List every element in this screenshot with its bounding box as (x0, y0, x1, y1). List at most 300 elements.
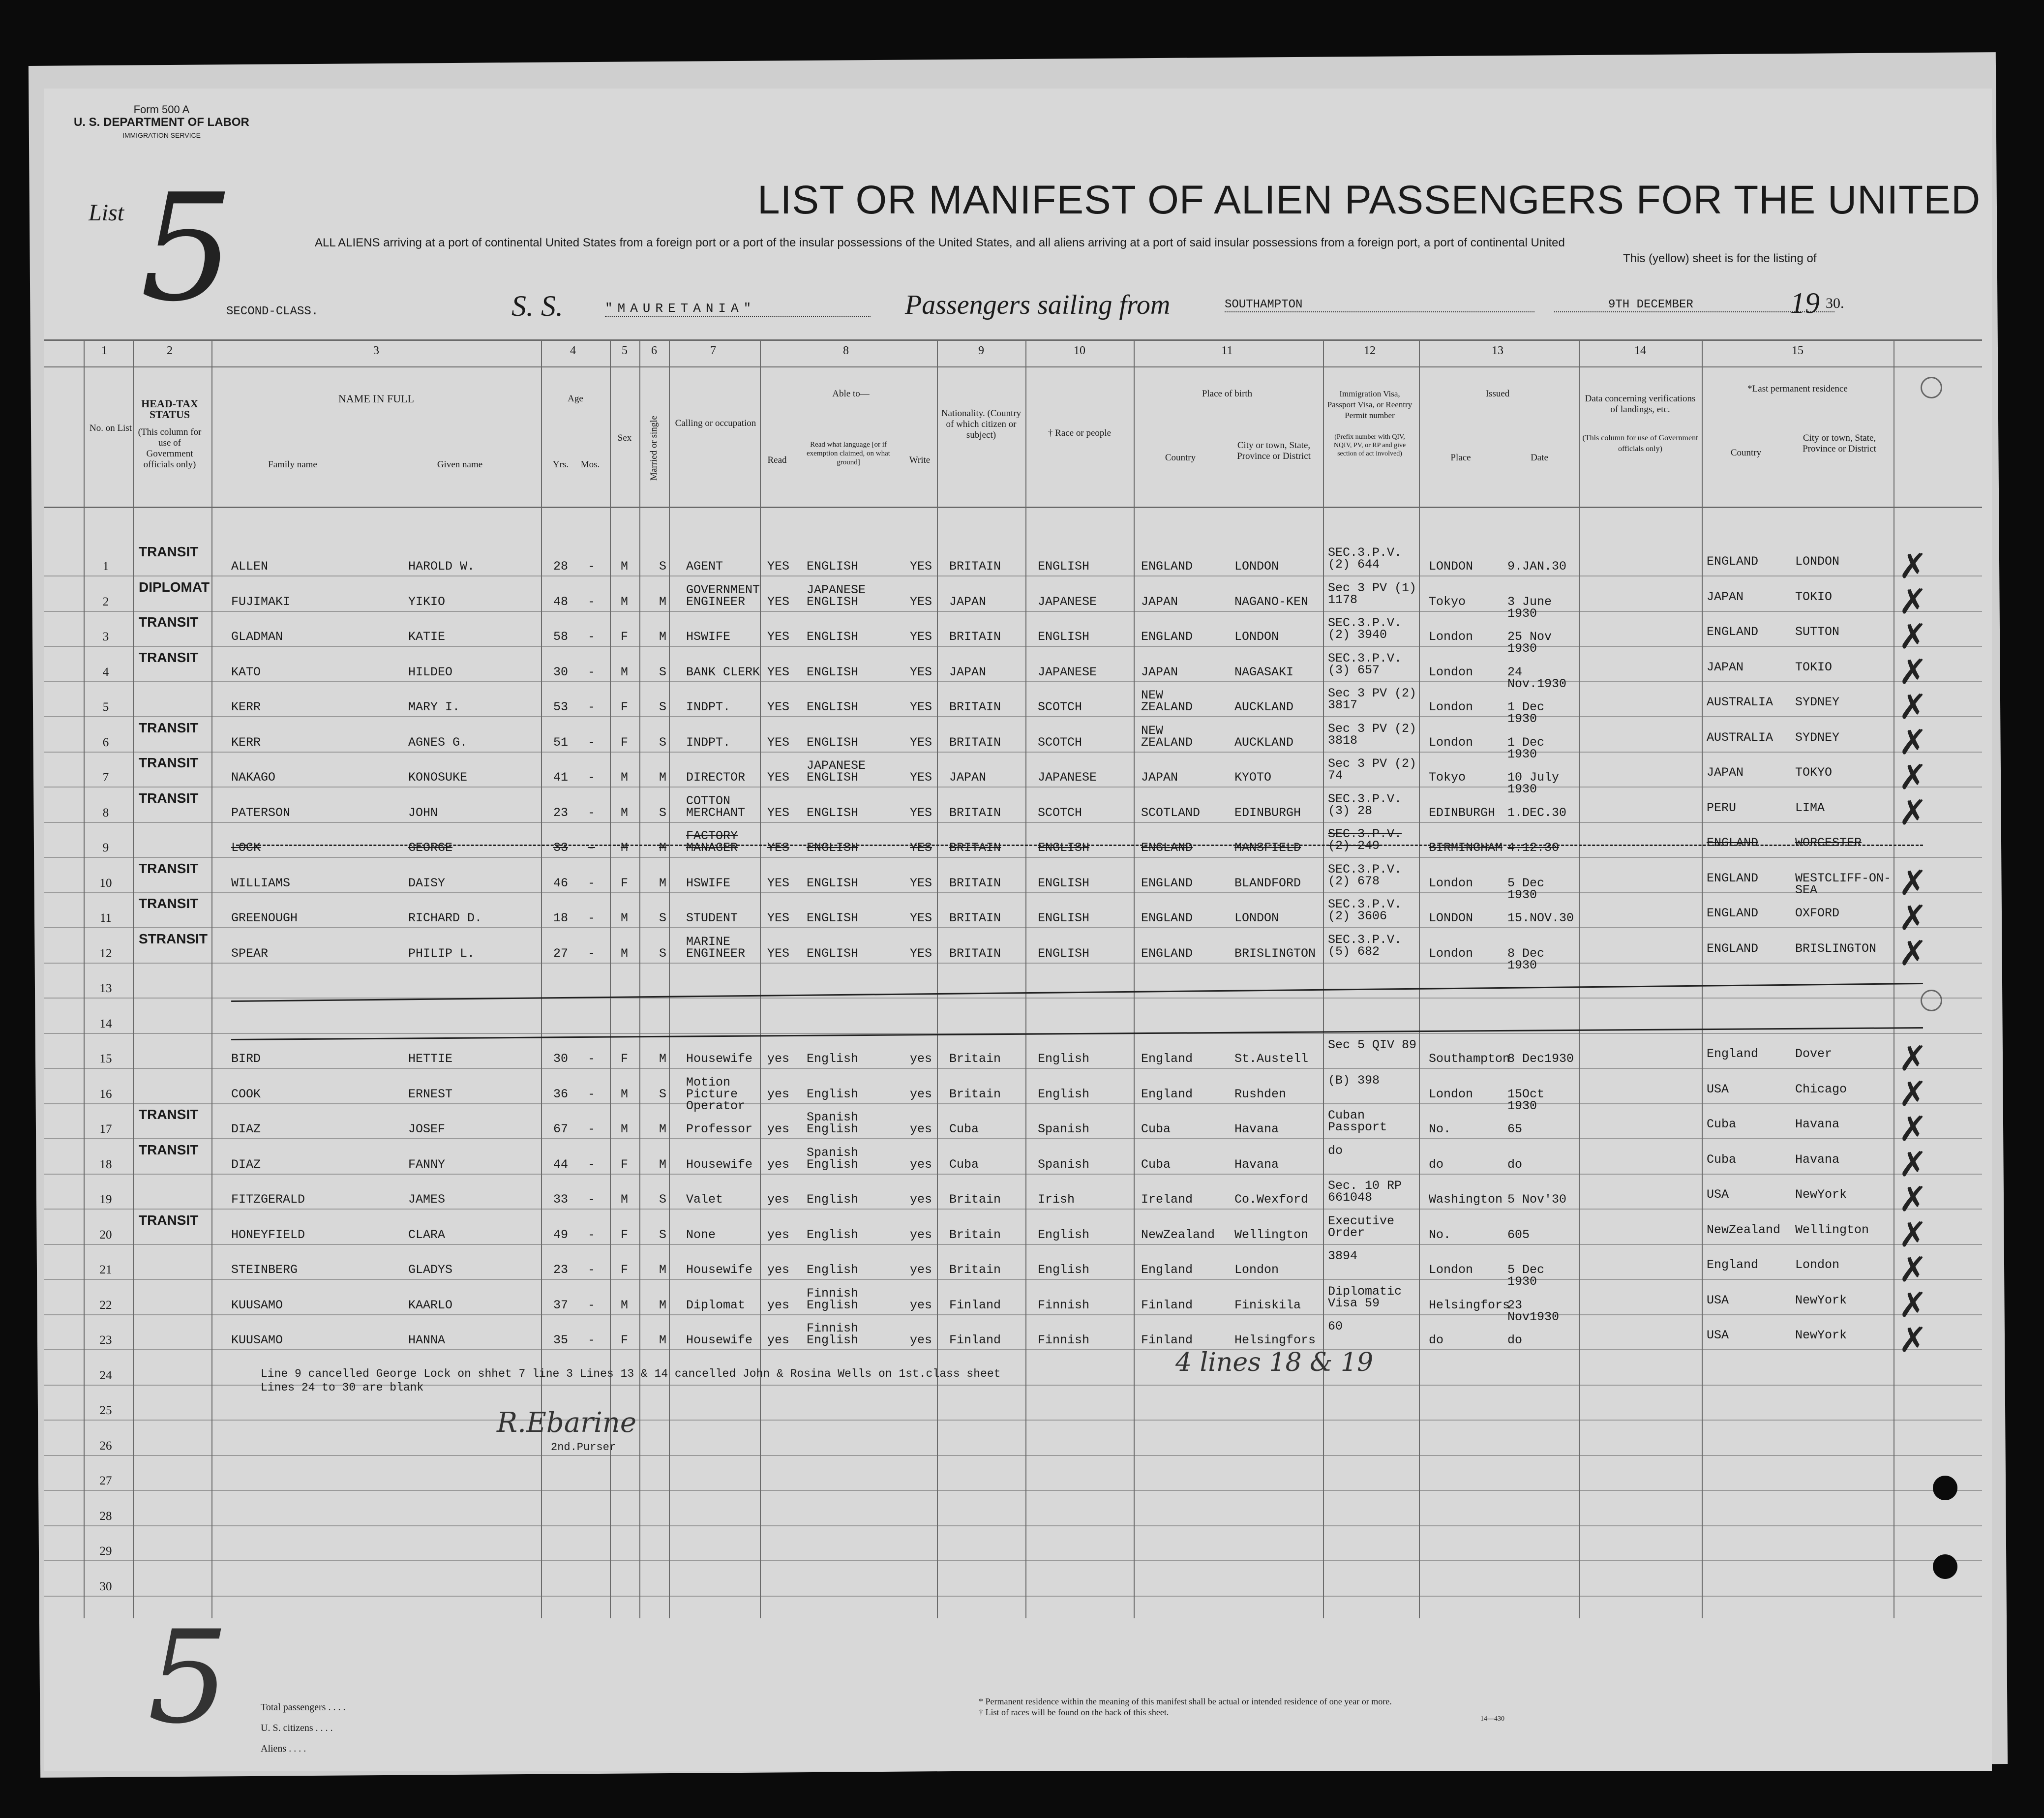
residence-country: JAPAN (1707, 660, 1744, 674)
issued-place: EDINBURGH (1429, 805, 1496, 820)
sex: F (621, 1263, 629, 1277)
read-language: JAPANESE ENGLISH (807, 758, 866, 785)
row-rule (44, 1103, 1982, 1104)
residence-country: JAPAN (1707, 589, 1744, 604)
occupation: STUDENT (686, 911, 738, 925)
cancellation-note: Line 9 cancelled George Lock on shhet 7 line 3 Lines 13 & 14 cancelled John & Rosina Wells on 1st.class sheet (261, 1367, 1001, 1380)
issued-date: 5 Dec 1930 (1507, 1263, 1545, 1289)
read-language: ENGLISH (807, 665, 859, 679)
nationality: Britain (949, 1263, 1001, 1277)
age-months: - (588, 735, 596, 750)
header-married: Married or single (649, 416, 659, 481)
nationality: JAPAN (949, 665, 987, 679)
birth-country: ENGLAND (1141, 559, 1193, 574)
issued-place: BIRMINGHAM (1429, 841, 1503, 855)
birth-country: Finland (1141, 1298, 1193, 1312)
write: yes (910, 1298, 932, 1312)
occupation: Housewife (686, 1333, 753, 1347)
given-name: YIKIO (408, 594, 446, 609)
race: JAPANESE (1038, 594, 1097, 609)
given-name: HILDEO (408, 665, 453, 679)
given-name: JAMES (408, 1192, 446, 1207)
residence-country: PERU (1707, 800, 1737, 815)
age-years: 41 (553, 770, 569, 785)
residence-country: ENGLAND (1707, 625, 1759, 639)
nationality: Cuba (949, 1157, 979, 1172)
row-number: 29 (99, 1545, 112, 1558)
column-number: 4 (570, 344, 576, 357)
write: YES (910, 594, 932, 609)
nationality: Cuba (949, 1122, 979, 1136)
header-given-name: Given name (437, 459, 483, 470)
issued-date: do (1507, 1333, 1523, 1347)
family-name: KERR (231, 700, 261, 714)
occupation: INDPT. (686, 735, 731, 750)
check-mark-icon: ✗ (1898, 1322, 1927, 1360)
sex: F (621, 700, 629, 714)
issued-date: 5 Dec 1930 (1507, 876, 1545, 902)
age-months: - (588, 946, 596, 961)
residence-city: OXFORD (1795, 906, 1840, 920)
residence-country: Cuba (1707, 1152, 1737, 1167)
visa-number: SEC.3.P.V. (3) 657 (1328, 651, 1402, 677)
occupation: BANK CLERK (686, 665, 760, 679)
marital-status: M (659, 1298, 667, 1312)
occupation: COTTON MERCHANT (686, 793, 746, 820)
marital-status: S (659, 1227, 667, 1242)
visa-number: 3894 (1328, 1249, 1358, 1263)
marital-status: S (659, 559, 667, 574)
birth-city: Helsingfors (1234, 1333, 1316, 1347)
race: ENGLISH (1038, 911, 1090, 925)
residence-country: Cuba (1707, 1117, 1737, 1131)
age-years: 46 (553, 876, 569, 890)
header-able-to: Able to— (832, 389, 870, 399)
row-rule (44, 1525, 1982, 1526)
header-write: Write (909, 455, 931, 465)
marital-status: M (659, 1157, 667, 1172)
issued-place: London (1429, 876, 1473, 890)
write: YES (910, 770, 932, 785)
age-months: - (588, 770, 596, 785)
check-mark-icon: ✗ (1898, 1040, 1927, 1078)
given-name: AGNES G. (408, 735, 468, 750)
check-mark-icon: ✗ (1898, 1251, 1927, 1289)
row-rule (44, 857, 1982, 858)
race: ENGLISH (1038, 559, 1090, 574)
sex: M (621, 665, 629, 679)
header-mos: Mos. (580, 459, 600, 470)
head-tax-status: TRANSIT (139, 860, 199, 876)
marital-status: M (659, 1263, 667, 1277)
read-language: ENGLISH (807, 559, 859, 574)
header-visa-note: (Prefix number with QIV, NQIV, PV, or RP and give section of act involved) (1333, 433, 1406, 457)
race: ENGLISH (1038, 841, 1090, 855)
given-name: GLADYS (408, 1263, 453, 1277)
row-number: 23 (99, 1333, 112, 1347)
read: yes (767, 1298, 790, 1312)
write: YES (910, 630, 932, 644)
issued-date: do (1507, 1157, 1523, 1172)
write: yes (910, 1087, 932, 1101)
residence-city: Chicago (1795, 1082, 1847, 1096)
family-name: LOCK (231, 841, 261, 855)
occupation: FACTORY MANAGER (686, 829, 738, 855)
residence-country: ENGLAND (1707, 906, 1759, 920)
column-rule (937, 339, 938, 1618)
occupation: HSWIFE (686, 630, 731, 644)
read: YES (767, 594, 790, 609)
birth-country: Cuba (1141, 1157, 1171, 1172)
row-number: 15 (99, 1052, 112, 1065)
header-name-in-full: NAME IN FULL (338, 393, 414, 405)
age-months: - (588, 630, 596, 644)
row-rule (44, 1420, 1982, 1421)
header-issued: Issued (1485, 389, 1510, 399)
age-years: 33 (553, 841, 569, 855)
marital-status: M (659, 630, 667, 644)
check-mark-icon: ✗ (1898, 1216, 1927, 1254)
issued-place: Southampton (1429, 1052, 1510, 1066)
visa-number: SEC.3.P.V. (2) 678 (1328, 862, 1402, 888)
visa-number: Diplomatic Visa 59 (1328, 1284, 1402, 1310)
age-months: - (588, 841, 596, 855)
read-language: ENGLISH (807, 700, 859, 714)
check-mark-icon: ✗ (1898, 864, 1927, 903)
purser-title: 2nd.Purser (551, 1441, 616, 1454)
residence-country: ENGLAND (1707, 836, 1759, 850)
issued-date: 8 Dec 1930 (1507, 946, 1545, 972)
check-mark-icon: ✗ (1898, 653, 1927, 692)
occupation: None (686, 1227, 716, 1242)
column-number-rule (44, 366, 1982, 367)
column-rule (1025, 339, 1026, 1618)
age-months: - (588, 1192, 596, 1207)
residence-country: AUSTRALIA (1707, 730, 1773, 745)
sex: F (621, 1157, 629, 1172)
birth-country: Cuba (1141, 1122, 1171, 1136)
row-number: 13 (99, 982, 112, 995)
nationality: BRITAIN (949, 946, 1001, 961)
sex: F (621, 630, 629, 644)
row-number: 19 (99, 1193, 112, 1206)
header-last-residence: *Last permanent residence (1747, 384, 1848, 394)
age-months: - (588, 1298, 596, 1312)
column-rule (84, 339, 85, 1618)
row-number: 18 (99, 1157, 112, 1171)
check-mark-icon: ✗ (1898, 1146, 1927, 1184)
year-prefix: 19 (1790, 287, 1820, 319)
punch-hole-ring (1921, 990, 1942, 1011)
visa-number: 60 (1328, 1319, 1343, 1333)
sex: F (621, 876, 629, 890)
sex: M (621, 946, 629, 961)
marital-status: S (659, 946, 667, 961)
nationality: Finland (949, 1298, 1001, 1312)
issued-place: Tokyo (1429, 770, 1466, 785)
residence-country: England (1707, 1258, 1759, 1272)
read: yes (767, 1192, 790, 1207)
read: YES (767, 946, 790, 961)
occupation: Housewife (686, 1052, 753, 1066)
nationality: Britain (949, 1052, 1001, 1066)
row-number: 22 (99, 1298, 112, 1312)
family-name: DIAZ (231, 1157, 261, 1172)
row-rule (44, 998, 1982, 999)
write: YES (910, 559, 932, 574)
age-years: 35 (553, 1333, 569, 1347)
race: ENGLISH (1038, 630, 1090, 644)
row-rule (44, 752, 1982, 753)
issued-place: Washington (1429, 1192, 1503, 1207)
column-rule (1419, 339, 1420, 1618)
total-passengers-label: Total passengers . . . . (261, 1702, 346, 1713)
row-number: 12 (99, 946, 112, 960)
age-years: 53 (553, 700, 569, 714)
issued-place: No. (1429, 1227, 1451, 1242)
residence-country: JAPAN (1707, 765, 1744, 780)
nationality: BRITAIN (949, 841, 1001, 855)
race: SCOTCH (1038, 805, 1082, 820)
sex: F (621, 1052, 629, 1066)
read: YES (767, 841, 790, 855)
read: yes (767, 1333, 790, 1347)
birth-city: LONDON (1234, 559, 1279, 574)
family-name: BIRD (231, 1052, 261, 1066)
column-number: 3 (373, 344, 379, 357)
race: Irish (1038, 1192, 1075, 1207)
column-number: 11 (1221, 344, 1233, 357)
residence-city: London (1795, 1258, 1840, 1272)
birth-city: MANSFIELD (1234, 841, 1301, 855)
write: YES (910, 911, 932, 925)
given-name: KAARLO (408, 1298, 453, 1312)
issued-place: London (1429, 946, 1473, 961)
occupation: Housewife (686, 1263, 753, 1277)
age-years: 30 (553, 665, 569, 679)
nationality: BRITAIN (949, 630, 1001, 644)
row-number: 8 (102, 806, 109, 819)
purser-signature: R.Ebarine (497, 1407, 636, 1439)
visa-number: SEC.3.P.V. (2) 249 (1328, 827, 1402, 853)
aliens-label: Aliens . . . . (261, 1743, 306, 1754)
sex: M (621, 1192, 629, 1207)
read: yes (767, 1052, 790, 1066)
family-name: WILLIAMS (231, 876, 291, 890)
read: YES (767, 700, 790, 714)
head-tax-status: STRANSIT (139, 931, 208, 946)
occupation: INDPT. (686, 700, 731, 714)
punch-hole-ring (1921, 377, 1942, 398)
list-number-bottom: 5 (148, 1604, 229, 1752)
header-birth-country: Country (1165, 453, 1196, 463)
read: yes (767, 1157, 790, 1172)
occupation: GOVERNMENT ENGINEER (686, 582, 760, 609)
header-place-of-birth: Place of birth (1202, 389, 1253, 399)
write: YES (910, 946, 932, 961)
write: yes (910, 1122, 932, 1136)
read: yes (767, 1227, 790, 1242)
visa-number: SEC.3.P.V. (2) 3606 (1328, 897, 1402, 923)
sex: M (621, 1298, 629, 1312)
row-number: 27 (99, 1474, 112, 1487)
family-name: HONEYFIELD (231, 1227, 305, 1242)
issued-date: 24 Nov.1930 (1507, 665, 1567, 691)
header-issued-place: Place (1450, 453, 1471, 463)
column-number: 1 (101, 344, 107, 357)
check-mark-icon: ✗ (1898, 689, 1927, 727)
birth-country: JAPAN (1141, 770, 1178, 785)
read: yes (767, 1263, 790, 1277)
blank-lines-note: Lines 24 to 30 are blank (261, 1381, 424, 1394)
column-number: 10 (1074, 344, 1085, 357)
residence-country: USA (1707, 1328, 1729, 1342)
year-suffix: 30. (1826, 295, 1844, 311)
departure-date: 9TH DECEMBER (1554, 298, 1834, 312)
race: JAPANESE (1038, 665, 1097, 679)
family-name: KATO (231, 665, 261, 679)
read-language: ENGLISH (807, 630, 859, 644)
occupation: Professor (686, 1122, 753, 1136)
birth-city: KYOTO (1234, 770, 1272, 785)
residence-city: Dover (1795, 1047, 1833, 1061)
birth-country: JAPAN (1141, 665, 1178, 679)
birth-city: EDINBURGH (1234, 805, 1301, 820)
occupation: Valet (686, 1192, 723, 1207)
birth-city: AUCKLAND (1234, 735, 1294, 750)
column-number: 14 (1634, 344, 1646, 357)
read-language: JAPANESE ENGLISH (807, 582, 866, 609)
issued-date: 5 Nov'30 (1507, 1192, 1567, 1207)
punch-hole (1933, 1554, 1957, 1579)
read-language: Spanish English (807, 1110, 859, 1136)
given-name: PHILIP L. (408, 946, 475, 961)
family-name: DIAZ (231, 1122, 261, 1136)
row-rule (44, 822, 1982, 823)
read-language: English (807, 1087, 859, 1101)
column-rule (1323, 339, 1324, 1618)
residence-city: SUTTON (1795, 625, 1840, 639)
visa-number: Sec 3 PV (2) 3818 (1328, 721, 1417, 748)
departure-port: SOUTHAMPTON (1225, 298, 1534, 312)
visa-number: SEC.3.P.V. (3) 28 (1328, 791, 1402, 818)
check-mark-icon: ✗ (1898, 900, 1927, 938)
visa-number: Cuban Passport (1328, 1108, 1387, 1134)
write: YES (910, 665, 932, 679)
row-rule (44, 1279, 1982, 1280)
row-number: 25 (99, 1404, 112, 1417)
residence-city: BRISLINGTON (1795, 941, 1877, 956)
marital-status: M (659, 1052, 667, 1066)
race: ENGLISH (1038, 876, 1090, 890)
birth-city: LONDON (1234, 911, 1279, 925)
header-read-language: Read what language [or if exemption claimed, on what ground] (807, 441, 890, 466)
page-title: LIST OR MANIFEST OF ALIEN PASSENGERS FOR THE UNITED (757, 178, 1981, 222)
family-name: KUUSAMO (231, 1333, 283, 1347)
family-name: PATERSON (231, 805, 291, 820)
write: yes (910, 1263, 932, 1277)
given-name: MARY I. (408, 700, 460, 714)
given-name: FANNY (408, 1157, 446, 1172)
nationality: BRITAIN (949, 911, 1001, 925)
read: YES (767, 876, 790, 890)
column-number: 2 (167, 344, 173, 357)
given-name: KATIE (408, 630, 446, 644)
read: YES (767, 630, 790, 644)
read-language: ENGLISH (807, 735, 859, 750)
family-name: GLADMAN (231, 630, 283, 644)
birth-country: ENGLAND (1141, 876, 1193, 890)
column-rule (639, 339, 640, 1618)
head-tax-status: TRANSIT (139, 544, 199, 559)
header-head-tax: HEAD-TAX STATUS (141, 397, 198, 421)
residence-country: England (1707, 1047, 1759, 1061)
age-years: 36 (553, 1087, 569, 1101)
read-language: English (807, 1227, 859, 1242)
age-months: - (588, 1052, 596, 1066)
subtitle-yellow-sheet: This (yellow) sheet is for the listing of (1623, 252, 1817, 265)
age-years: 37 (553, 1298, 569, 1312)
birth-country: ENGLAND (1141, 946, 1193, 961)
write: YES (910, 876, 932, 890)
birth-city: Rushden (1234, 1087, 1287, 1101)
check-mark-icon: ✗ (1898, 935, 1927, 973)
occupation: Housewife (686, 1157, 753, 1172)
age-years: 23 (553, 1263, 569, 1277)
residence-country: USA (1707, 1082, 1729, 1096)
header-sex: Sex (617, 433, 632, 443)
row-rule (44, 716, 1982, 717)
marital-status: S (659, 665, 667, 679)
occupation: Diplomat (686, 1298, 746, 1312)
residence-city: Havana (1795, 1152, 1840, 1167)
visa-number: SEC.3.P.V. (5) 682 (1328, 932, 1402, 959)
age-months: - (588, 665, 596, 679)
issued-place: LONDON (1429, 911, 1473, 925)
check-mark-icon: ✗ (1898, 759, 1927, 797)
head-tax-status: TRANSIT (139, 720, 199, 735)
race: Spanish (1038, 1122, 1090, 1136)
check-mark-icon: ✗ (1898, 794, 1927, 832)
birth-city: Wellington (1234, 1227, 1309, 1242)
row-number: 24 (99, 1368, 112, 1382)
issued-place: do (1429, 1157, 1444, 1172)
issued-date: 4.12.30 (1507, 841, 1560, 855)
column-number: 7 (710, 344, 716, 357)
residence-city: LIMA (1795, 800, 1825, 815)
column-rule (1579, 339, 1580, 1618)
nationality: BRITAIN (949, 876, 1001, 890)
head-tax-status: TRANSIT (139, 896, 199, 911)
age-years: 23 (553, 805, 569, 820)
check-mark-icon: ✗ (1898, 724, 1927, 762)
column-number: 8 (843, 344, 849, 357)
race: English (1038, 1052, 1090, 1066)
residence-city: WESTCLIFF-ON-SEA (1795, 871, 1892, 897)
header-visa: Immigration Visa, Passport Visa, or Reentry Permit number (1327, 389, 1413, 420)
issued-date: 23 Nov1930 (1507, 1298, 1560, 1324)
issued-place: No. (1429, 1122, 1451, 1136)
issued-place: London (1429, 1263, 1473, 1277)
issued-date: 1 Dec 1930 (1507, 735, 1545, 761)
read: YES (767, 665, 790, 679)
family-name: NAKAGO (231, 770, 276, 785)
column-rule (211, 339, 212, 1618)
age-months: - (588, 1263, 596, 1277)
birth-country: NEW ZEALAND (1141, 688, 1193, 714)
issued-place: LONDON (1429, 559, 1473, 574)
punch-hole (1933, 1476, 1957, 1500)
